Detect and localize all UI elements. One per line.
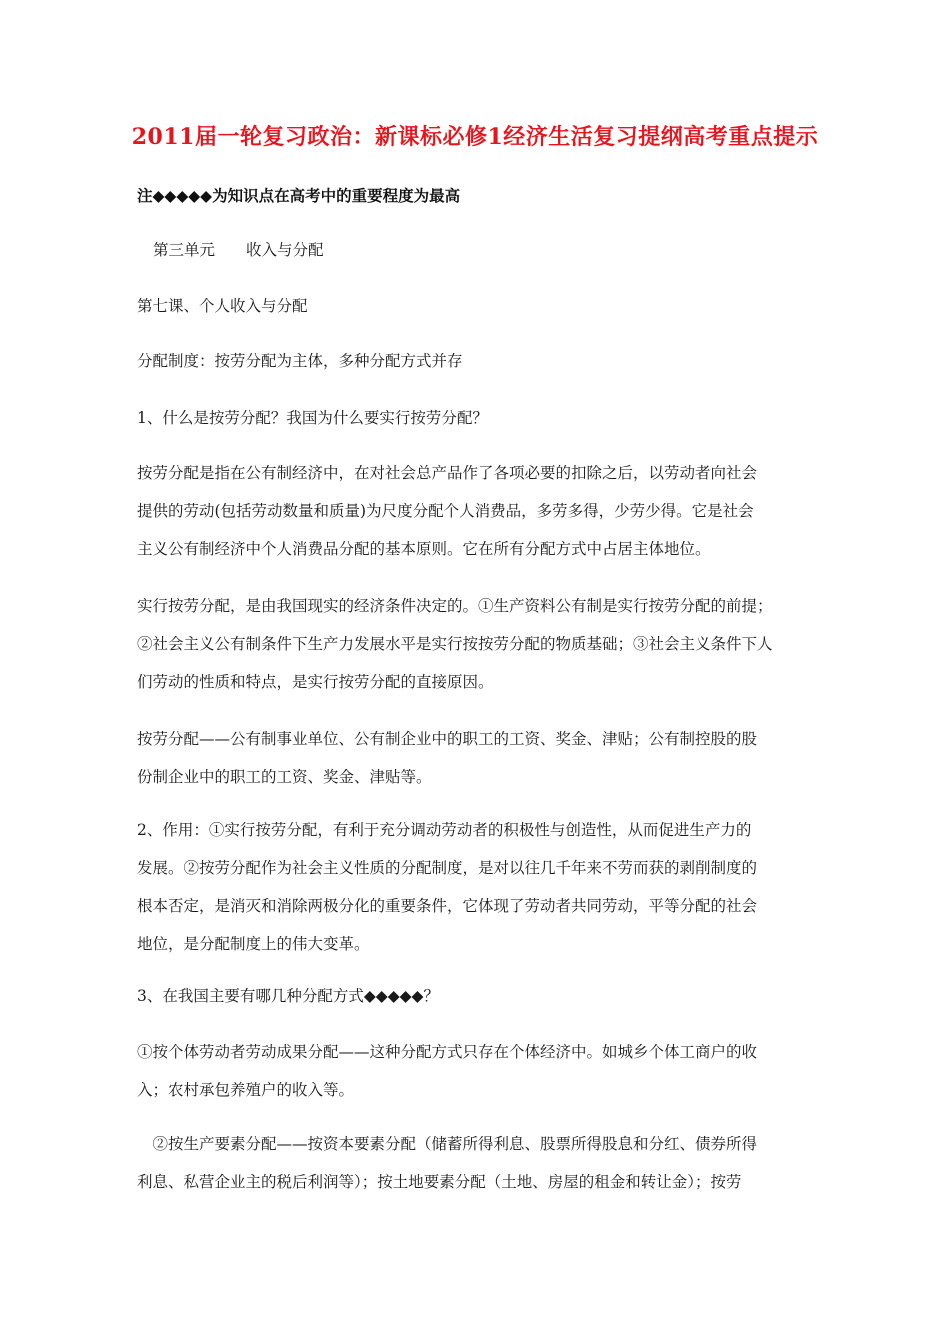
- paragraph-2-line: 实行按劳分配，是由我国现实的经济条件决定的。①生产资料公有制是实行按劳分配的前提；: [137, 597, 773, 615]
- paragraph-4-line: 地位，是分配制度上的伟大变革。: [137, 935, 370, 953]
- paragraph-6-line: ②按生产要素分配——按资本要素分配（储蓄所得利息、股票所得股息和分红、债券所得: [137, 1135, 758, 1153]
- question-3: 3、在我国主要有哪几种分配方式◆◆◆◆◆？: [137, 987, 439, 1005]
- unit-heading: 第三单元 收入与分配: [153, 241, 324, 259]
- paragraph-6-line: 利息、私营企业主的税后利润等）；按土地要素分配（土地、房屋的租金和转让金）；按劳: [137, 1173, 742, 1191]
- importance-note: 注◆◆◆◆◆为知识点在高考中的重要程度为最高: [137, 186, 461, 205]
- paragraph-5-line: 入；农村承包养殖户的收入等。: [137, 1081, 355, 1099]
- distribution-system: 分配制度：按劳分配为主体，多种分配方式并存: [137, 352, 463, 370]
- paragraph-4-line: 根本否定，是消灭和消除两极分化的重要条件，它体现了劳动者共同劳动，平等分配的社会: [137, 897, 758, 915]
- paragraph-4: [137, 811, 812, 963]
- paragraph-5: [137, 1033, 812, 1109]
- paragraph-4-line: 发展。②按劳分配作为社会主义性质的分配制度，是对以往几千年来不劳而获的剥削制度的: [137, 859, 758, 877]
- question-1: 1、什么是按劳分配？我国为什么要实行按劳分配？: [137, 409, 488, 427]
- paragraph-2-line: ②社会主义公有制条件下生产力发展水平是实行按按劳分配的物质基础；③社会主义条件下人: [137, 635, 773, 653]
- paragraph-5-line: ①按个体劳动者劳动成果分配——这种分配方式只存在个体经济中。如城乡个体工商户的收: [137, 1043, 758, 1061]
- document-title: 2011届一轮复习政治：新课标必修1经济生活复习提纲高考重点提示: [131, 124, 819, 150]
- paragraph-3: [137, 720, 812, 796]
- paragraph-2: [137, 587, 812, 701]
- paragraph-1-line: 主义公有制经济中个人消费品分配的基本原则。它在所有分配方式中占居主体地位。: [137, 540, 711, 558]
- lesson-heading: 第七课、个人收入与分配: [137, 297, 308, 315]
- paragraph-1-line: 提供的劳动(包括劳动数量和质量)为尺度分配个人消费品，多劳多得，少劳少得。它是社会: [137, 502, 754, 520]
- paragraph-3-line: 份制企业中的职工的工资、奖金、津贴等。: [137, 768, 432, 786]
- paragraph-2-line: 们劳动的性质和特点，是实行按劳分配的直接原因。: [137, 673, 494, 691]
- paragraph-3-line: 按劳分配——公有制事业单位、公有制企业中的职工的工资、奖金、津贴；公有制控股的股: [137, 730, 758, 748]
- paragraph-6: [137, 1125, 812, 1201]
- paragraph-1-line: 按劳分配是指在公有制经济中，在对社会总产品作了各项必要的扣除之后，以劳动者向社会: [137, 464, 758, 482]
- paragraph-1: [137, 454, 812, 568]
- paragraph-4-line: 2、作用：①实行按劳分配，有利于充分调动劳动者的积极性与创造性，从而促进生产力的: [137, 821, 752, 839]
